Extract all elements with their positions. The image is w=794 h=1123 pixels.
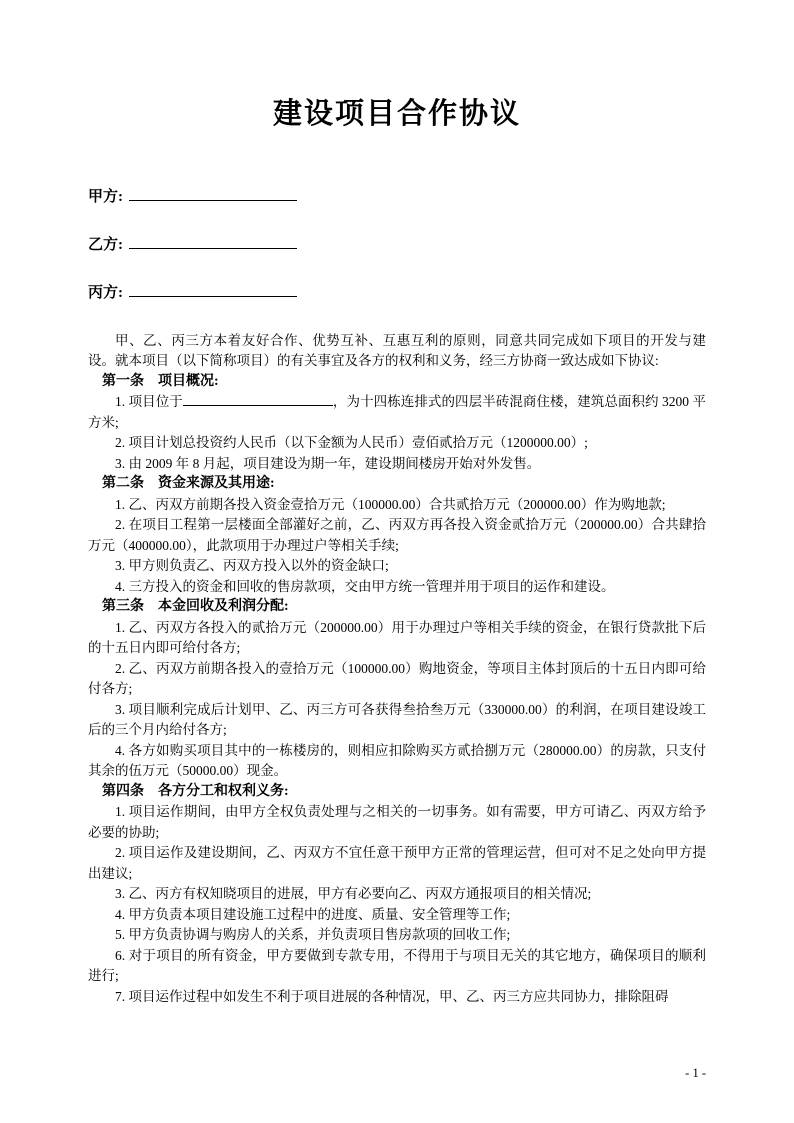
article-heading [88, 597, 706, 618]
party-blank-a[interactable] [129, 186, 297, 201]
party-label-a: 甲方: [88, 188, 123, 205]
clause-suffix: ，为十四栋连排式的四层半砖混商住楼，建筑总面积约 3200 平方米; [88, 394, 707, 430]
project-location-blank[interactable] [183, 392, 333, 406]
party-label-c: 丙方: [88, 284, 123, 301]
party-blank-b[interactable] [129, 234, 297, 249]
article-number: 第二条 [102, 476, 144, 492]
clause-item: 2. 在项目工程第一层楼面全部灌好之前，乙、丙双方再各投入资金贰拾万元（200000.00）合共肆拾万元（400000.00），此款项用于办理过户等相关手续; [88, 517, 706, 553]
page-number-footer: - 1 - [685, 1065, 706, 1080]
clause-prefix: 1. 项目位于 [115, 394, 183, 410]
article-heading [88, 474, 706, 495]
article-title: 本金回收及利润分配: [158, 599, 289, 615]
parties-section [88, 186, 706, 301]
article-heading [88, 372, 706, 393]
clause-item: 3. 甲方则负责乙、丙双方投入以外的资金缺口; [115, 558, 389, 574]
clause-item: 2. 乙、丙双方前期各投入的壹拾万元（100000.00）购地资金，等项目主体封顶后的十五日内即可给付各方; [88, 660, 706, 697]
clause-item: 2. 项目运作及建设期间，乙、丙双方不宜任意干预甲方正常的管理运营，但可对不足之处向甲方提出建议; [88, 845, 706, 881]
clause-item: 3. 项目顺利完成后计划甲、乙、丙三方可各获得叁拾叁万元（330000.00）的利润，在项目建设竣工后的三个月内给付各方; [88, 701, 706, 738]
clause-item: 4. 各方如购买项目其中的一栋楼房的，则相应扣除购买方贰拾捌万元（280000.00）的房款，只支付其余的伍万元（50000.00）现金。 [88, 742, 706, 779]
clause-item: 2. 项目计划总投资约人民币（以下金额为人民币）壹佰贰拾万元（1200000.00）; [115, 435, 588, 451]
party-row [88, 234, 706, 253]
clause-item: 3. 由 2009 年 8 月起，项目建设为期一年，建设期间楼房开始对外发售。 [115, 455, 541, 471]
article-number: 第三条 [102, 599, 144, 615]
clause-item: 1. 项目运作期间，由甲方全权负责处理与之相关的一切事务。如有需要，甲方可请乙、丙双方给予必要的协助; [88, 804, 706, 840]
party-row [88, 282, 706, 301]
clause-item: 1. 乙、丙双方前期各投入资金壹拾万元（100000.00）合共贰拾万元（200000.00）作为购地款; [115, 496, 666, 512]
article-title: 项目概况: [158, 373, 219, 389]
page-title: 建设项目合作协议 [272, 98, 521, 130]
clause-item: 7. 项目运作过程中如发生不利于项目进展的各种情况，甲、乙、丙三方应共同协力，排除阻碍 [115, 988, 669, 1004]
article-number: 第四条 [102, 783, 144, 799]
article-title: 各方分工和权利义务: [158, 783, 289, 799]
clause-item: 1. 乙、丙双方各投入的贰拾万元（200000.00）用于办理过户等相关手续的资金，在银行贷款批下后的十五日内即可给付各方; [88, 619, 706, 656]
clause-item: 5. 甲方负责协调与购房人的关系，并负责项目售房款项的回收工作; [115, 927, 511, 943]
document-content [88, 0, 706, 1007]
article-number: 第一条 [102, 373, 144, 389]
intro-paragraph: 甲、乙、丙三方本着友好合作、优势互补、互惠互利的原则，同意共同完成如下项目的开发与建设。就本项目（以下简称项目）的有关事宜及各方的权利和义务，经三方协商一致达成如下协议: [88, 332, 706, 369]
clause-item: 3. 乙、丙方有权知晓项目的进展，甲方有必要向乙、丙双方通报项目的相关情况; [115, 886, 592, 902]
party-blank-c[interactable] [129, 282, 297, 297]
party-label-b: 乙方: [88, 236, 123, 253]
clause-item: 4. 三方投入的资金和回收的售房款项，交由甲方统一管理并用于项目的运作和建设。 [115, 578, 615, 594]
clause-item: 4. 甲方负责本项目建设施工过程中的进度、质量、安全管理等工作; [115, 906, 511, 922]
party-row [88, 186, 706, 205]
clause-item: 6. 对于项目的所有资金，甲方要做到专款专用，不得用于与项目无关的其它地方，确保项目的顺利进行; [88, 947, 706, 984]
clause-item [88, 392, 706, 433]
article-heading [88, 782, 706, 803]
article-title: 资金来源及其用途: [158, 476, 275, 492]
